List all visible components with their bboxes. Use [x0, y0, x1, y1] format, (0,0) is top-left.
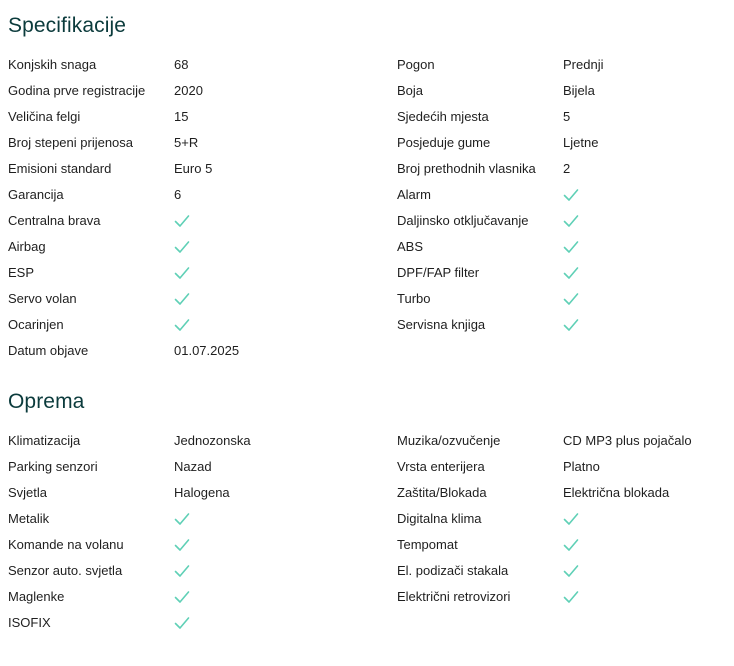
spec-value: 5+R — [174, 135, 199, 150]
spec-label: Pogon — [397, 57, 435, 72]
spec-row — [8, 338, 368, 364]
spec-row — [397, 312, 734, 338]
spec-value: 01.07.2025 — [174, 343, 240, 358]
spec-row — [8, 558, 368, 584]
spec-value: Nazad — [174, 459, 212, 474]
spec-label: ESP — [8, 265, 35, 280]
check-icon — [563, 188, 579, 202]
check-icon — [563, 240, 579, 254]
spec-row — [397, 454, 734, 480]
spec-label: Servo volan — [8, 291, 77, 306]
spec-label: Maglenke — [8, 589, 65, 604]
spec-row — [397, 156, 734, 182]
spec-row — [8, 610, 368, 636]
spec-label: El. podizači stakala — [397, 563, 509, 578]
spec-row — [8, 208, 368, 234]
spec-row — [8, 532, 368, 558]
check-icon — [174, 512, 190, 526]
spec-row — [8, 52, 368, 78]
check-icon — [563, 266, 579, 280]
spec-row — [8, 234, 368, 260]
spec-row — [8, 260, 368, 286]
spec-label: Boja — [397, 83, 424, 98]
spec-row — [397, 260, 734, 286]
spec-value: 2 — [563, 161, 571, 176]
spec-label: Sjedećih mjesta — [397, 109, 489, 124]
check-icon — [174, 266, 190, 280]
spec-label: Datum objave — [8, 343, 89, 358]
spec-value: Euro 5 — [174, 161, 213, 176]
spec-label: Garancija — [8, 187, 64, 202]
spec-label: Metalik — [8, 511, 50, 526]
spec-label: Godina prve registracije — [8, 83, 146, 98]
spec-value: 68 — [174, 57, 189, 72]
spec-row — [8, 454, 368, 480]
spec-label: Emisioni standard — [8, 161, 112, 176]
spec-value: Bijela — [563, 83, 595, 98]
spec-value: 5 — [563, 109, 571, 124]
check-icon — [174, 214, 190, 228]
spec-row — [397, 558, 734, 584]
spec-label: Posjeduje gume — [397, 135, 491, 150]
spec-label: Vrsta enterijera — [397, 459, 485, 474]
check-icon — [174, 538, 190, 552]
spec-row — [397, 78, 734, 104]
spec-row — [397, 506, 734, 532]
spec-row — [8, 156, 368, 182]
spec-row — [397, 234, 734, 260]
spec-label: Svjetla — [8, 485, 48, 500]
spec-row — [397, 480, 734, 506]
spec-label: Ocarinjen — [8, 317, 64, 332]
check-icon — [563, 318, 579, 332]
spec-value: Električna blokada — [563, 485, 670, 500]
spec-label: Komande na volanu — [8, 537, 124, 552]
spec-row — [8, 286, 368, 312]
spec-row — [8, 584, 368, 610]
spec-row — [8, 428, 368, 454]
spec-value: Ljetne — [563, 135, 599, 150]
spec-label: Veličina felgi — [8, 109, 81, 124]
spec-value: 6 — [174, 187, 182, 202]
spec-label: Tempomat — [397, 537, 458, 552]
spec-label: DPF/FAP filter — [397, 265, 480, 280]
spec-label: Daljinsko otključavanje — [397, 213, 529, 228]
spec-label: Električni retrovizori — [397, 589, 511, 604]
spec-row — [8, 312, 368, 338]
spec-row — [397, 208, 734, 234]
spec-label: Muzika/ozvučenje — [397, 433, 501, 448]
spec-label: Broj prethodnih vlasnika — [397, 161, 536, 176]
spec-row — [397, 182, 734, 208]
spec-label: Alarm — [397, 187, 431, 202]
spec-label: ABS — [397, 239, 424, 254]
check-icon — [563, 292, 579, 306]
section-title: Oprema — [8, 390, 85, 413]
check-icon — [563, 564, 579, 578]
spec-label: Parking senzori — [8, 459, 98, 474]
spec-label: Klimatizacija — [8, 433, 81, 448]
spec-value: Halogena — [174, 485, 230, 500]
spec-label: Turbo — [397, 291, 431, 306]
spec-label: ISOFIX — [8, 615, 51, 630]
spec-row — [397, 428, 734, 454]
check-icon — [563, 590, 579, 604]
spec-label: Servisna knjiga — [397, 317, 486, 332]
section-title: Specifikacije — [8, 14, 127, 37]
check-icon — [174, 590, 190, 604]
spec-row — [397, 286, 734, 312]
spec-value: 15 — [174, 109, 189, 124]
spec-label: Centralna brava — [8, 213, 101, 228]
spec-row — [397, 532, 734, 558]
spec-value: Jednozonska — [174, 433, 251, 448]
spec-label: Zaštita/Blokada — [397, 485, 487, 500]
spec-label: Konjskih snaga — [8, 57, 97, 72]
check-icon — [174, 292, 190, 306]
spec-row — [397, 130, 734, 156]
spec-row — [397, 584, 734, 610]
spec-row — [8, 506, 368, 532]
spec-row — [8, 182, 368, 208]
spec-value: CD MP3 plus pojačalo — [563, 433, 692, 448]
spec-row — [397, 52, 734, 78]
spec-row — [8, 104, 368, 130]
spec-label: Airbag — [8, 239, 46, 254]
spec-row — [8, 480, 368, 506]
check-icon — [563, 214, 579, 228]
spec-row — [8, 130, 368, 156]
check-icon — [174, 616, 190, 630]
check-icon — [174, 318, 190, 332]
spec-value: Platno — [563, 459, 600, 474]
check-icon — [174, 564, 190, 578]
spec-label: Digitalna klima — [397, 511, 482, 526]
spec-row — [8, 78, 368, 104]
spec-value: 2020 — [174, 83, 203, 98]
spec-row — [397, 104, 734, 130]
spec-label: Senzor auto. svjetla — [8, 563, 123, 578]
spec-label: Broj stepeni prijenosa — [8, 135, 134, 150]
check-icon — [563, 538, 579, 552]
check-icon — [174, 240, 190, 254]
spec-value: Prednji — [563, 57, 604, 72]
check-icon — [563, 512, 579, 526]
